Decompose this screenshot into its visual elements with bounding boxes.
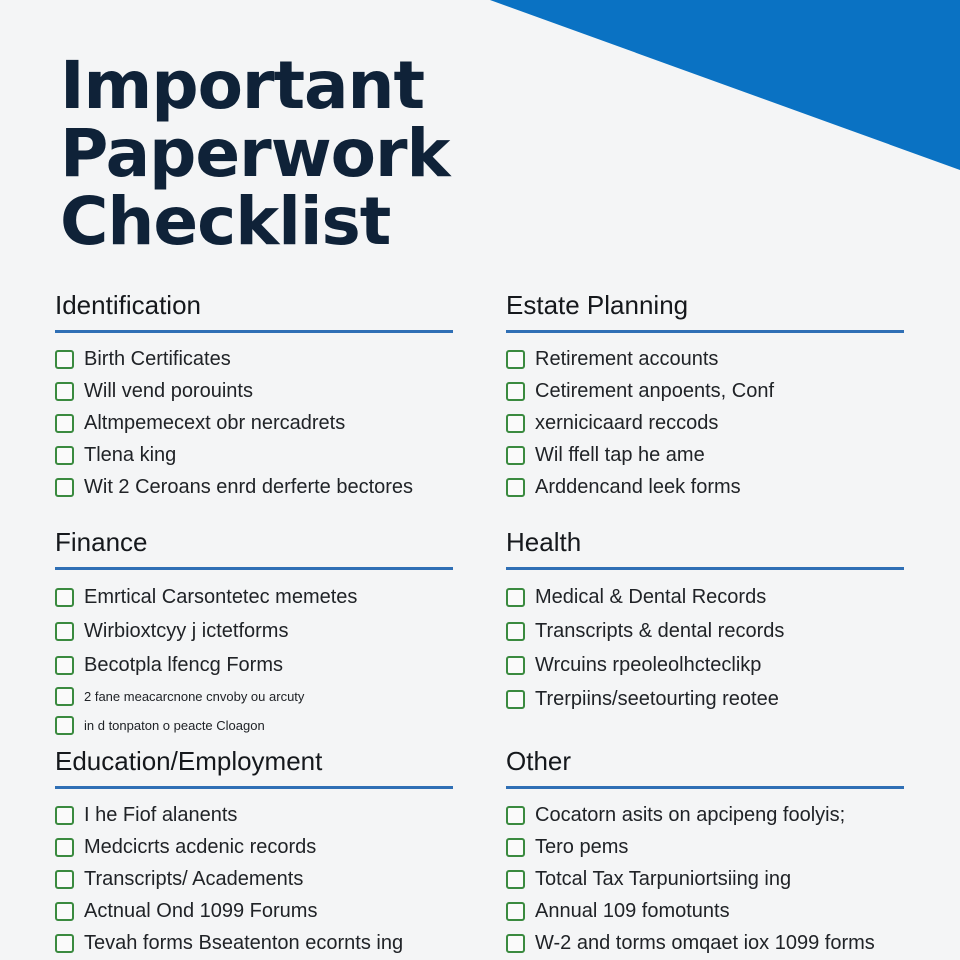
checklist-item[interactable]	[506, 682, 904, 716]
checklist	[55, 580, 453, 740]
checkbox[interactable]	[55, 838, 74, 857]
checklist-item[interactable]	[55, 711, 453, 740]
checkbox[interactable]	[506, 446, 525, 465]
checklist	[506, 799, 904, 959]
checklist-item[interactable]	[55, 648, 453, 682]
section-health	[506, 527, 904, 716]
section-heading: Education/Employment	[55, 746, 453, 789]
title-line-3: Checklist	[60, 183, 391, 260]
item-label: Actnual Ond 1099 Forums	[84, 899, 318, 922]
item-label: Annual 109 fomotunts	[535, 899, 730, 922]
item-label: I he Fiof alanents	[84, 803, 238, 826]
checkbox[interactable]	[55, 656, 74, 675]
section-heading: Finance	[55, 527, 453, 570]
checklist-item[interactable]	[506, 799, 904, 831]
checklist-item[interactable]	[506, 580, 904, 614]
checkbox[interactable]	[506, 690, 525, 709]
checkbox[interactable]	[55, 870, 74, 889]
checkbox[interactable]	[506, 622, 525, 641]
checkbox[interactable]	[506, 350, 525, 369]
checkbox[interactable]	[55, 622, 74, 641]
checklist-item[interactable]	[55, 799, 453, 831]
checklist-item[interactable]	[55, 471, 453, 503]
item-label: Totcal Tax Tarpuniortsiing ing	[535, 867, 792, 890]
checkbox[interactable]	[55, 934, 74, 953]
checklist-item[interactable]	[506, 895, 904, 927]
item-label: Tero pems	[535, 835, 629, 858]
checklist	[55, 343, 453, 503]
checkbox[interactable]	[506, 870, 525, 889]
item-label: Birth Certificates	[84, 347, 231, 370]
checklist-item[interactable]	[506, 648, 904, 682]
item-label: Trerpiins/seetourting reotee	[535, 687, 779, 710]
checklist-item[interactable]	[506, 375, 904, 407]
checkbox[interactable]	[55, 414, 74, 433]
checkbox[interactable]	[55, 478, 74, 497]
item-label: Transcripts & dental records	[535, 619, 785, 642]
checklist-item[interactable]	[55, 614, 453, 648]
item-label: in d tonpaton o peacte Cloagon	[84, 718, 265, 733]
checkbox[interactable]	[506, 588, 525, 607]
checklist-item[interactable]	[55, 831, 453, 863]
section-estate-planning	[506, 290, 904, 503]
checklist	[506, 580, 904, 716]
checklist-item[interactable]	[506, 927, 904, 959]
section-heading: Identification	[55, 290, 453, 333]
item-label: Retirement accounts	[535, 347, 719, 370]
checklist-item[interactable]	[55, 407, 453, 439]
checkbox[interactable]	[55, 382, 74, 401]
checkbox[interactable]	[506, 838, 525, 857]
checkbox[interactable]	[55, 687, 74, 706]
section-identification	[55, 290, 453, 503]
checkbox[interactable]	[506, 806, 525, 825]
item-label: Wit 2 Ceroans enrd derferte bectores	[84, 475, 414, 498]
checklist-item[interactable]	[506, 831, 904, 863]
item-label: Wrcuins rpeoleolhcteclikp	[535, 653, 762, 676]
checklist	[506, 343, 904, 503]
item-label: Tlena king	[84, 443, 177, 466]
item-label: Wirbioxtcyy j ictetforms	[84, 619, 289, 642]
checklist-item[interactable]	[506, 614, 904, 648]
item-label: Emrtical Carsontetec memetes	[84, 585, 358, 608]
item-label: Medcicrts acdenic records	[84, 835, 317, 858]
checklist-item[interactable]	[55, 375, 453, 407]
item-label: Cocatorn asits on apcipeng foolyis;	[535, 803, 846, 826]
checkbox[interactable]	[506, 414, 525, 433]
checkbox[interactable]	[506, 656, 525, 675]
section-heading: Health	[506, 527, 904, 570]
checklist-item[interactable]	[55, 863, 453, 895]
item-label: W-2 and torms omqaet iox 1099 forms	[535, 931, 875, 954]
checklist-item[interactable]	[55, 343, 453, 375]
item-label: Cetirement anpoents, Conf	[535, 379, 775, 402]
item-label: Arddencand leek forms	[535, 475, 741, 498]
checkbox[interactable]	[55, 806, 74, 825]
checkbox[interactable]	[55, 588, 74, 607]
section-other	[506, 746, 904, 959]
checkbox[interactable]	[55, 446, 74, 465]
item-label: Becotpla lfencg Forms	[84, 653, 283, 676]
checklist-item[interactable]	[506, 863, 904, 895]
checklist-item[interactable]	[506, 343, 904, 375]
item-label: Wil ffell tap he ame	[535, 443, 705, 466]
item-label: 2 fane meacarcnone cnvoby ou arcuty	[84, 689, 305, 704]
checkbox[interactable]	[55, 902, 74, 921]
item-label: Altmpemecext obr nercadrets	[84, 411, 346, 434]
title-line-2: Paperwork	[60, 115, 450, 192]
checklist-item[interactable]	[55, 895, 453, 927]
checklist	[55, 799, 453, 959]
checklist-item[interactable]	[506, 439, 904, 471]
checklist-item[interactable]	[506, 407, 904, 439]
checkbox[interactable]	[506, 902, 525, 921]
checkbox[interactable]	[55, 716, 74, 735]
checklist-item[interactable]	[55, 682, 453, 711]
checklist-item[interactable]	[55, 439, 453, 471]
item-label: Transcripts/ Academents	[84, 867, 304, 890]
item-label: Medical & Dental Records	[535, 585, 767, 608]
checklist-item[interactable]	[506, 471, 904, 503]
item-label: xernicicaard reccods	[535, 411, 719, 434]
checkbox[interactable]	[55, 350, 74, 369]
section-heading: Other	[506, 746, 904, 789]
checklist-item[interactable]	[55, 927, 453, 959]
section-heading: Estate Planning	[506, 290, 904, 333]
section-education-employment	[55, 746, 453, 959]
checkbox[interactable]	[506, 382, 525, 401]
checkbox[interactable]	[506, 934, 525, 953]
title-line-1: Important	[60, 47, 425, 124]
checkbox[interactable]	[506, 478, 525, 497]
checklist-item[interactable]	[55, 580, 453, 614]
page-title	[60, 47, 450, 260]
item-label: Tevah forms Bseatenton ecornts ing	[84, 931, 404, 954]
item-label: Will vend porouints	[84, 379, 253, 402]
section-finance	[55, 527, 453, 740]
